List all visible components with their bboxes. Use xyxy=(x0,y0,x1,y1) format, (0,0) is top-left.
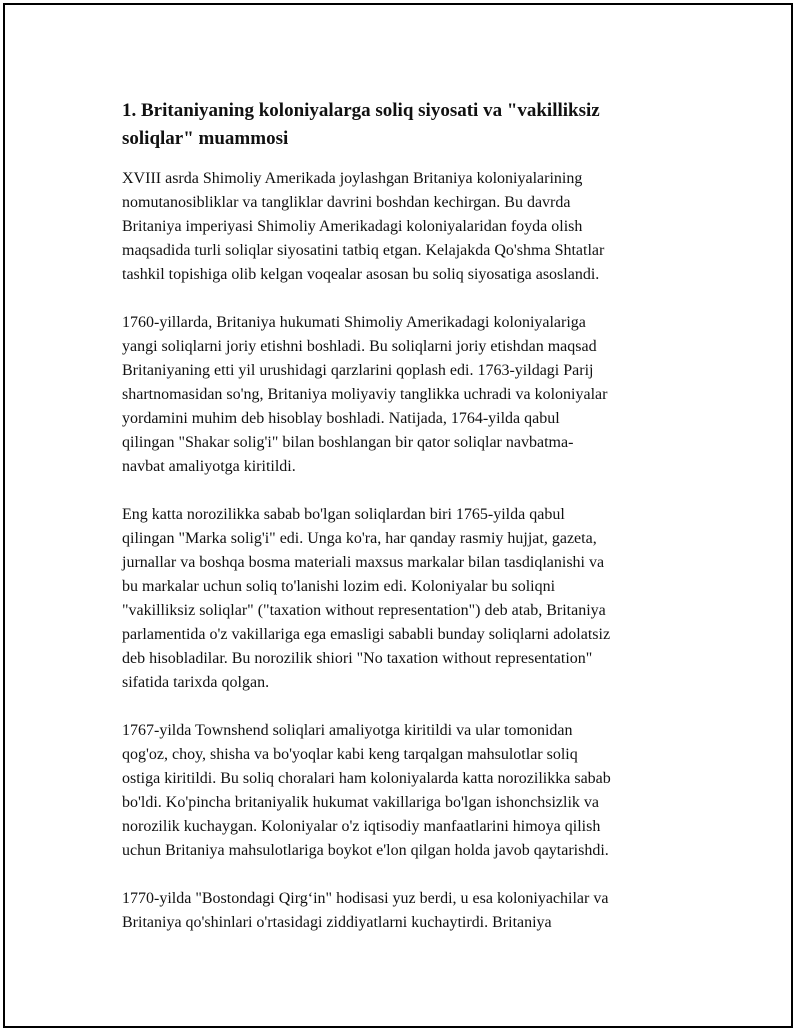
text-line: 1760-yillarda, Britaniya hukumati Shimoliy Amerikadagi koloniyalariga xyxy=(122,314,586,331)
text-line: 1767-yilda Townshend soliqlari amaliyotga kiritildi va ular tomonidan xyxy=(122,722,573,739)
text-line: 1770-yilda "Bostondagi Qirg‘in" hodisasi yuz berdi, u esa koloniyachilar va xyxy=(122,890,609,907)
paragraph-5 xyxy=(122,887,690,935)
paragraph-2 xyxy=(122,311,690,479)
page-frame xyxy=(3,3,793,1028)
text-line: qog'oz, choy, shisha va bo'yoqlar kabi keng tarqalgan mahsulotlar soliq xyxy=(122,746,578,763)
text-line: sifatida tarixda qolgan. xyxy=(122,674,270,691)
text-line: maqsadida turli soliqlar siyosatini tatbiq etgan. Kelajakda Qo'shma Shtatlar xyxy=(122,242,605,259)
text-line: uchun Britaniya mahsulotlariga boykot e'lon qilgan holda javob qaytarishdi. xyxy=(122,842,609,859)
text-line: XVIII asrda Shimoliy Amerikada joylashgan Britaniya koloniyalarining xyxy=(122,170,583,187)
text-line: deb hisobladilar. Bu norozilik shiori "No taxation without representation" xyxy=(122,650,593,667)
text-line: qilingan "Shakar solig'i" bilan boshlangan bir qator soliqlar navbatma- xyxy=(122,434,574,451)
text-line: qilingan "Marka solig'i" edi. Unga ko'ra, har qanday rasmiy hujjat, gazeta, xyxy=(122,530,597,547)
text-line: bo'ldi. Ko'pincha britaniyalik hukumat vakillariga bo'lgan ishonchsizlik va xyxy=(122,794,599,811)
text-line: Britaniya imperiyasi Shimoliy Amerikadagi koloniyalaridan foyda olish xyxy=(122,218,583,235)
text-line: norozilik kuchaygan. Koloniyalar o'z iqtisodiy manfaatlarini himoya qilish xyxy=(122,818,601,835)
heading-line: 1. Britaniyaning koloniyalarga soliq siyosati va "vakilliksiz xyxy=(122,100,600,121)
text-line: Eng katta norozilikka sabab bo'lgan soliqlardan biri 1765-yilda qabul xyxy=(122,506,565,523)
text-line: Britaniyaning etti yil urushidagi qarzlarini qoplash edi. 1763-yildagi Parij xyxy=(122,362,594,379)
text-line: ostiga kiritildi. Bu soliq choralari ham koloniyalarda katta norozilikka sabab xyxy=(122,770,611,787)
text-line: navbat amaliyotga kiritildi. xyxy=(122,458,296,475)
text-line: nomutanosibliklar va tangliklar davrini boshdan kechirgan. Bu davrda xyxy=(122,194,571,211)
text-line: shartnomasidan so'ng, Britaniya moliyaviy tanglikka uchradi va koloniyalar xyxy=(122,386,608,403)
text-line: yordamini muhim deb hisoblay boshladi. Natijada, 1764-yilda qabul xyxy=(122,410,560,427)
text-line: parlamentida o'z vakillariga ega emasligi sababli bunday soliqlarni adolatsiz xyxy=(122,626,611,643)
paragraph-3 xyxy=(122,503,690,695)
paragraph-1 xyxy=(122,167,690,287)
text-line: Britaniya qo'shinlari o'rtasidagi ziddiyatlarni kuchaytirdi. Britaniya xyxy=(122,914,552,931)
section-heading xyxy=(122,97,690,153)
text-line: yangi soliqlarni joriy etishni boshladi. Bu soliqlarni joriy etishdan maqsad xyxy=(122,338,597,355)
text-line: bu markalar uchun soliq to'lanishi lozim edi. Koloniyalar bu soliqni xyxy=(122,578,556,595)
paragraph-4 xyxy=(122,719,690,863)
text-line: "vakilliksiz soliqlar" ("taxation without representation") deb atab, Britaniya xyxy=(122,602,606,619)
text-line: jurnallar va boshqa bosma materiali maxsus markalar bilan tasdiqlanishi va xyxy=(122,554,605,571)
heading-line: soliqlar" muammosi xyxy=(122,128,289,149)
text-line: tashkil topishiga olib kelgan voqealar asosan bu soliq siyosatiga asoslandi. xyxy=(122,266,600,283)
document-body xyxy=(122,97,690,959)
